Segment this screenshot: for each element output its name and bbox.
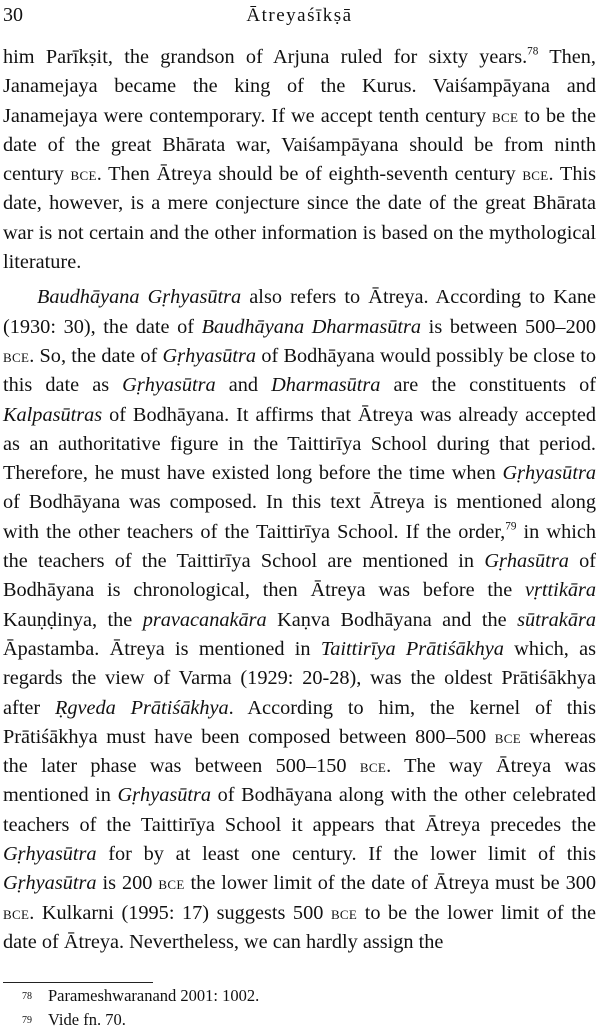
text-run: him Parīkṣit, the grandson of Arjuna ruled for sixty years.: [3, 46, 528, 68]
small-caps-run: bce: [522, 164, 549, 186]
italic-run: Dharmasūtra: [271, 374, 381, 397]
text-run: . This date, however, is a mere conjecture since the date of the great Bhārata war is not certain and the other information is based on the mythological literature.: [3, 163, 596, 274]
small-caps-run: bce: [3, 345, 30, 367]
body-paragraph: [3, 283, 596, 957]
footnote-ref: 78: [527, 45, 539, 58]
text-run: and: [215, 374, 272, 397]
text-run: in which the teachers of the Taittirīya School are mentioned in: [3, 520, 596, 573]
text-run: for by at least one century. If the lower limit of this: [96, 843, 596, 866]
small-caps-run: bce: [158, 873, 185, 895]
text-run: of Bodhāyana along with the other celebrated teachers of the Taittirīya School it appears that Ātreya precedes the: [3, 784, 596, 836]
small-caps-run: bce: [330, 902, 358, 924]
text-run: to be the lower limit of the date of Ātreya. Nevertheless, we can hardly assign the: [3, 901, 596, 953]
italic-run: sūtrakāra: [517, 608, 596, 631]
page-header: [3, 4, 596, 34]
text-run: whereas the later phase was between 500–150: [3, 725, 596, 778]
footnote-number: 79: [22, 1015, 32, 1026]
small-caps-run: bce: [70, 164, 97, 186]
text-run: also refers to Ātreya. According to Kane (1930: 30), the date of: [3, 286, 596, 338]
small-caps-run: bce: [494, 726, 521, 748]
text-run: Āpastamba. Ātreya is mentioned in: [3, 637, 321, 660]
italic-run: Ṛgveda Prātiśākhya: [54, 696, 229, 719]
text-run: of Bodhāyana is chronological, then Ātreya was before the: [3, 550, 597, 602]
text-run: are the constituents of: [380, 374, 597, 397]
text-run: is between 500–200: [421, 315, 596, 338]
text-run: the lower limit of the date of Ātreya must be 300: [184, 872, 596, 895]
small-caps-run: bce: [492, 105, 519, 127]
italic-run: Gṛhyasūtra: [3, 872, 97, 895]
footnote-ref: 79: [505, 520, 517, 533]
footnote-text: Vide fn. 70.: [48, 1010, 126, 1029]
body-text: [3, 43, 596, 957]
footnotes: [22, 984, 596, 1032]
small-caps-run: bce: [3, 902, 30, 924]
text-run: Then, Janamejaya became the king of the Kurus. Vaiśampāyana and Janamejaya were contemporary. If we accept tenth century: [3, 46, 596, 127]
italic-run: pravacanakāra: [142, 608, 267, 631]
italic-run: Gṛhyasūtra: [502, 462, 596, 485]
italic-run: Gṛhyasūtra: [3, 843, 97, 866]
text-run: . Kulkarni (1995: 17) suggests 500: [29, 901, 331, 924]
text-run: Kauṇḍinya, the: [3, 608, 143, 631]
italic-run: Gṛhyasūtra: [117, 784, 212, 807]
text-run: is 200: [96, 872, 159, 895]
italic-run: vṛttikāra: [525, 579, 596, 602]
text-run: . According to him, the kernel of this Prātiśākhya must have been composed between 800–500: [3, 696, 597, 748]
footnote: [22, 1008, 596, 1032]
footnote-number: 78: [22, 991, 32, 1002]
footnote: [22, 984, 596, 1008]
text-run: Kaṇva Bodhāyana and the: [266, 608, 518, 631]
footnote-rule: [3, 982, 153, 983]
text-run: of Bodhāyana would possibly be close to this date as: [3, 344, 596, 397]
text-run: . So, the date of: [29, 344, 163, 367]
italic-run: Kalpasūtras: [3, 403, 103, 426]
text-run: . The way Ātreya was mentioned in: [3, 755, 597, 807]
small-caps-run: bce: [359, 756, 387, 778]
italic-run: Gṛhyasūtra: [162, 344, 257, 367]
italic-run: Baudhāyana Gṛhyasūtra: [37, 286, 242, 309]
footnote-text: Parameshwaranand 2001: 1002.: [48, 986, 260, 1005]
text-run: to be the date of the great Bhārata war, Vaiśampāyana should be from ninth century: [3, 104, 596, 186]
text-run: which, as regards the view of Varma (1929: 20-28), was the oldest Prātiśākhya after: [3, 637, 596, 719]
body-paragraph: [3, 43, 596, 277]
italic-run: Gṛhyasūtra: [122, 374, 216, 397]
italic-run: Gṛhasūtra: [484, 550, 569, 573]
italic-run: Taittirīya Prātiśākhya: [320, 637, 504, 660]
text-run: of Bodhāyana was composed. In this text Ātreya is mentioned along with the other teachers of the Taittirīya School. If the order,: [3, 491, 596, 543]
italic-run: Baudhāyana Dharmasūtra: [201, 315, 422, 338]
page-number: 30: [3, 4, 23, 26]
text-run: of Bodhāyana. It affirms that Ātreya was already accepted as an authoritative figure in the Taittirīya School during that period. Therefore, he must have existed long before the time when: [3, 403, 596, 485]
text-run: . Then Ātreya should be of eighth-seventh century: [96, 163, 523, 186]
running-title: Ātreyaśīkṣā: [246, 5, 353, 26]
